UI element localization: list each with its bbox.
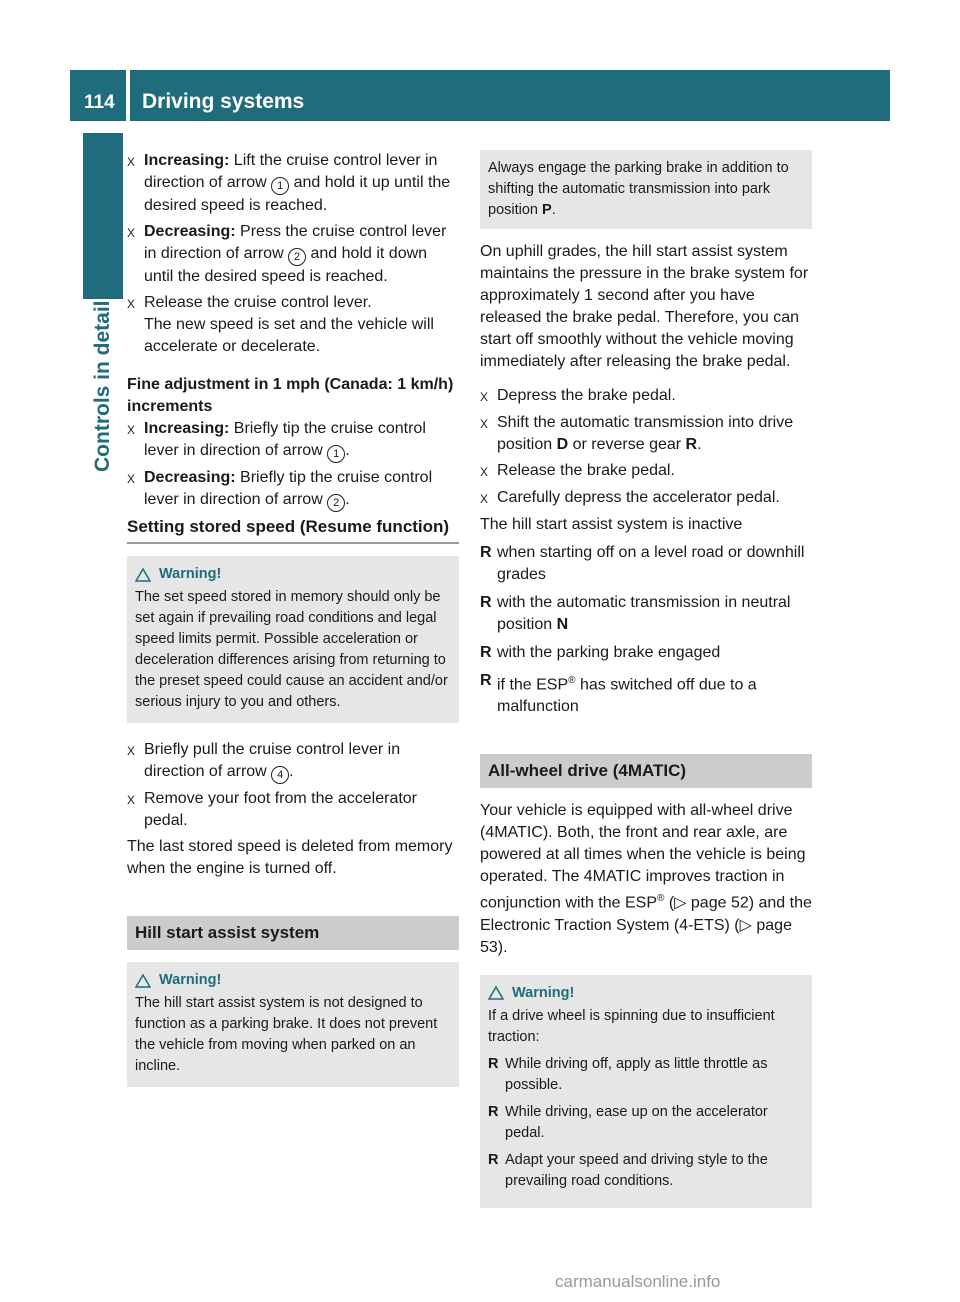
list-item: X Release the cruise control lever. The new speed is set and the vehicle will accelerate or decelerate. xyxy=(127,292,459,358)
warning-text: If a drive wheel is spinning due to insufficient traction: xyxy=(488,1007,775,1045)
chapter-label: Controls in detail xyxy=(91,300,114,472)
warning-title: Warning! xyxy=(512,984,575,1001)
warning-title: Warning! xyxy=(159,566,222,582)
callout-2-icon: 2 xyxy=(327,494,345,512)
page-number: 114 xyxy=(84,92,115,113)
step-arrow-icon: X xyxy=(127,155,136,169)
step-arrow-icon: X xyxy=(127,744,136,758)
list-item: R with the parking brake engaged xyxy=(480,642,812,664)
warning-triangle-icon xyxy=(488,986,504,1000)
all-wheel-drive-heading: All-wheel drive (4MATIC) xyxy=(480,754,812,788)
step-arrow-icon: X xyxy=(480,417,489,431)
step-arrow-icon: X xyxy=(127,793,136,807)
bullet-icon: R xyxy=(488,1055,499,1072)
list-item: R While driving, ease up on the accelerator pedal. xyxy=(488,1102,804,1144)
warning-triangle-icon xyxy=(135,974,151,988)
step-arrow-icon: X xyxy=(127,423,136,437)
list-item: X Carefully depress the accelerator pedal. xyxy=(480,487,812,510)
list-item: X Increasing: Briefly tip the cruise control lever in direction of arrow 1 . xyxy=(127,418,459,463)
warning-box xyxy=(127,556,459,723)
warning-title: Warning! xyxy=(159,972,222,988)
list-item: X Remove your foot from the accelerator pedal. xyxy=(127,788,459,832)
warning-triangle-icon xyxy=(135,568,151,582)
page-number-box xyxy=(70,70,126,121)
bullet-icon: R xyxy=(480,644,492,661)
bullet-icon: R xyxy=(480,594,492,611)
right-column xyxy=(480,150,812,1208)
note-box: Always engage the parking brake in addition to shifting the automatic transmission into park position P. xyxy=(480,150,812,229)
list-item: X Briefly pull the cruise control lever in direction of arrow 4 . xyxy=(127,739,459,784)
inactive-text: The hill start assist system is inactive xyxy=(480,516,743,533)
callout-1-icon: 1 xyxy=(327,445,345,463)
list-item: X Shift the automatic transmission into drive position D or reverse gear R. xyxy=(480,412,812,456)
awd-text: Your vehicle is equipped with all-wheel drive (4MATIC). Both, the front and rear axle, are powered at all times when the vehicle is being operated. The 4MATIC improves traction in conjunction with the ESP® (▷ page 52) and the Electronic Traction System (4-ETS) (▷ page 53). xyxy=(480,802,812,956)
watermark: carmanualsonline.info xyxy=(555,1272,721,1291)
bullet-icon: R xyxy=(488,1151,499,1168)
deleted-text: The last stored speed is deleted from memory when the engine is turned off. xyxy=(127,838,453,877)
resume-heading: Setting stored speed (Resume function) xyxy=(127,516,459,544)
step-arrow-icon: X xyxy=(127,472,136,486)
hill-start-heading: Hill start assist system xyxy=(127,916,459,950)
step-arrow-icon: X xyxy=(127,226,136,240)
warning-box xyxy=(480,975,812,1208)
page-title: Driving systems xyxy=(142,90,305,113)
list-item: X Release the brake pedal. xyxy=(480,460,812,483)
list-item: X Decreasing: Press the cruise control lever in direction of arrow 2 and hold it down until the desired speed is reached. xyxy=(127,221,459,288)
step-arrow-icon: X xyxy=(480,465,489,479)
callout-2-icon: 2 xyxy=(288,248,306,266)
list-item: R when starting off on a level road or downhill grades xyxy=(480,542,812,586)
bullet-icon: R xyxy=(488,1103,499,1120)
step-arrow-icon: X xyxy=(480,492,489,506)
list-item: R Adapt your speed and driving style to the prevailing road conditions. xyxy=(488,1150,804,1192)
list-item: R with the automatic transmission in neutral position N xyxy=(480,592,812,636)
chapter-tab xyxy=(83,133,123,299)
left-column xyxy=(127,150,459,1087)
list-item: X Increasing: Lift the cruise control lever in direction of arrow 1 and hold it up until the desired speed is reached. xyxy=(127,150,459,217)
callout-4-icon: 4 xyxy=(271,766,289,784)
page-header xyxy=(130,70,890,121)
list-item: R While driving off, apply as little throttle as possible. xyxy=(488,1054,804,1096)
bullet-icon: R xyxy=(480,672,492,689)
bullet-icon: R xyxy=(480,544,492,561)
step-arrow-icon: X xyxy=(480,390,489,404)
warning-text: The hill start assist system is not designed to function as a parking brake. It does not prevent the vehicle from moving when parked on an incline. xyxy=(135,995,438,1074)
callout-1-icon: 1 xyxy=(271,177,289,195)
fine-adjustment-heading: Fine adjustment in 1 mph (Canada: 1 km/h) increments xyxy=(127,376,454,415)
step-arrow-icon: X xyxy=(127,297,136,311)
list-item: X Decreasing: Briefly tip the cruise control lever in direction of arrow 2 . xyxy=(127,467,459,512)
list-item: X Depress the brake pedal. xyxy=(480,385,812,408)
warning-text: The set speed stored in memory should only be set again if prevailing road conditions and legal speed limits permit. Possible acceleration or deceleration differences arising from returning to the preset speed could cause an accident and/or serious injury to you and others. xyxy=(135,589,448,710)
warning-box xyxy=(127,962,459,1087)
list-item: R if the ESP® has switched off due to a malfunction xyxy=(480,670,812,718)
uphill-text: On uphill grades, the hill start assist system maintains the pressure in the brake system for approximately 1 second after you have released the brake pedal. Therefore, you can start off smoothly without the vehicle moving immediately after releasing the brake pedal. xyxy=(480,243,809,370)
